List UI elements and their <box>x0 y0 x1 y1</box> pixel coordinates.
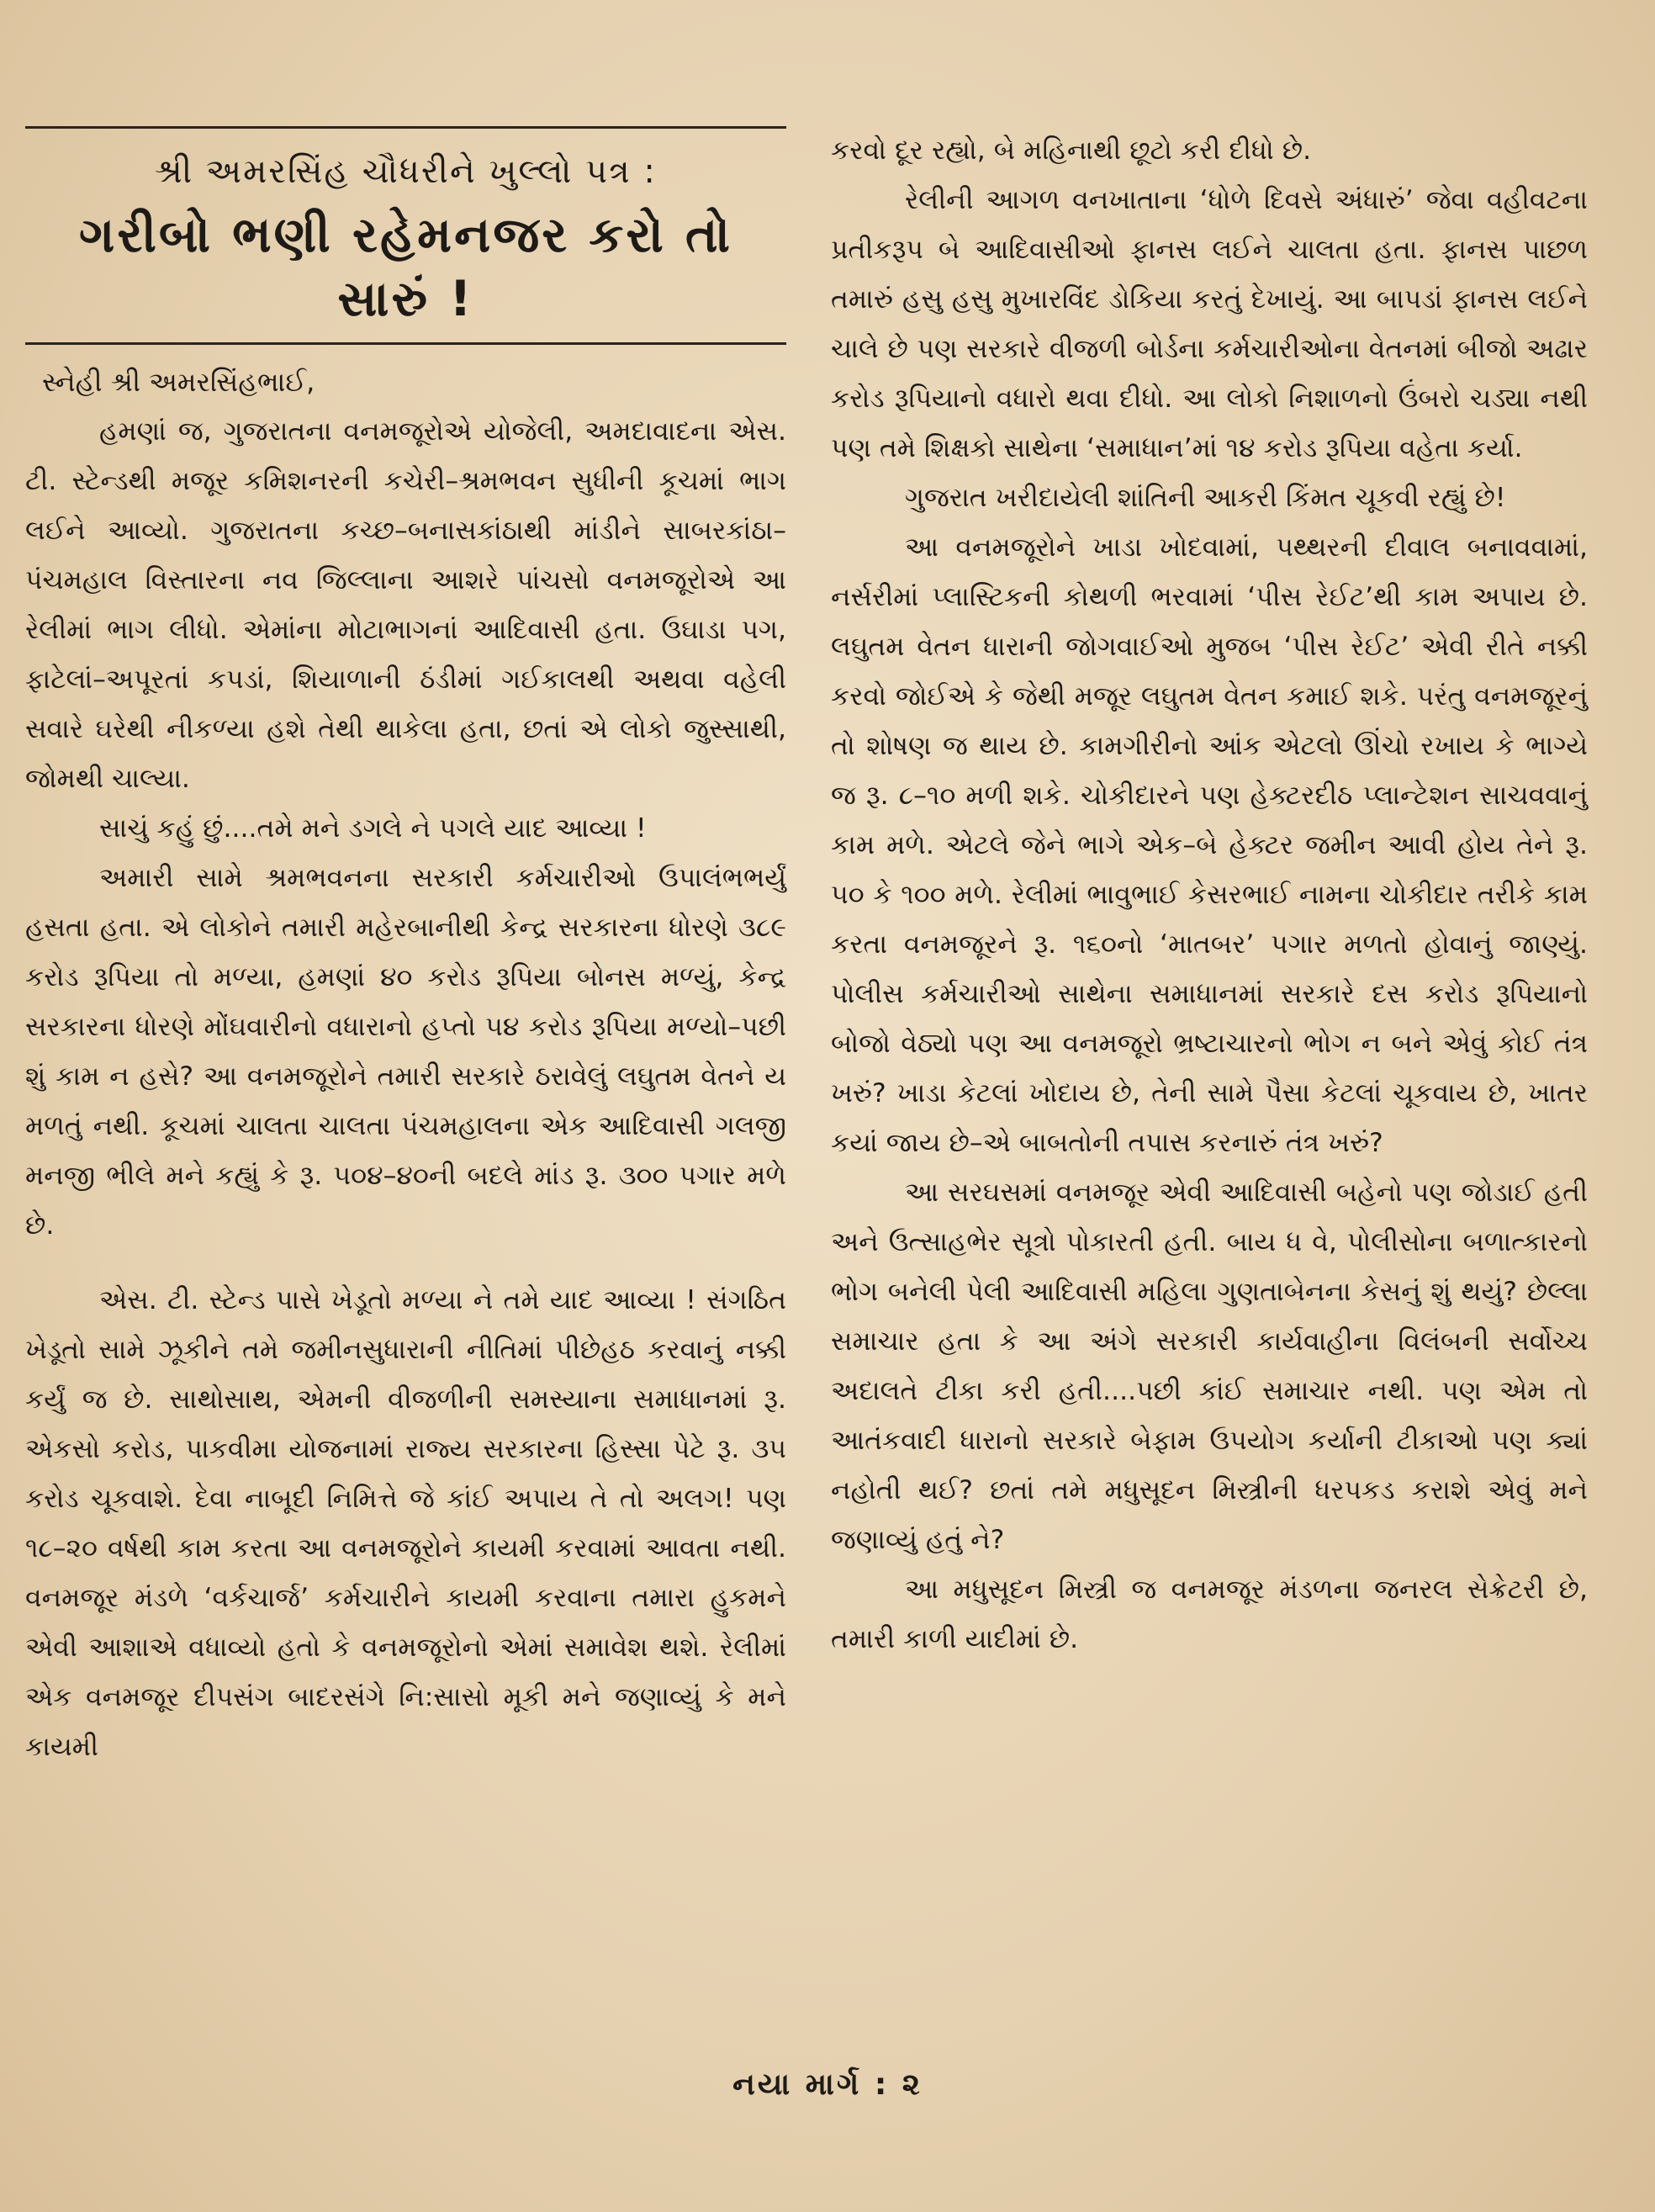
headline-bottom-rule <box>25 342 786 345</box>
body-paragraph: આ સરઘસમાં વનમજૂર એવી આદિવાસી બહેનો પણ જોડાઈ હતી અને ઉત્સાહભેર સૂત્રો પોકારતી હતી. બાય ધ વે, પોલીસોના બળાત્કારનો ભોગ બનેલી પેલી આદિવાસી મહિલા ગુણતાબેનના કેસનું શું થયું? છેલ્લા સમાચાર હતા કે આ અંગે સરકારી કાર્યવાહીના વિલંબની સર્વોચ્ચ અદાલતે ટીકા કરી હતી....પછી કાંઈ સમાચાર નથી. પણ એમ તો આતંકવાદી ધારાનો સરકારે બેફામ ઉપયોગ કર્યાની ટીકાઓ પણ ક્યાં નહોતી થઈ? છતાં તમે મધુસૂદન મિસ્ત્રીની ધરપકડ કરાશે એવું મને જણાવ્યું હતું ને? <box>831 1177 1588 1555</box>
body-paragraph: હમણાં જ, ગુજરાતના વનમજૂરોએ યોજેલી, અમદાવાદના એસ. ટી. સ્ટેન્ડથી મજૂર કમિશનરની કચેરી–શ્રમભવન સુધીની કૂચમાં ભાગ લઈને આવ્યો. ગુજરાતના કચ્છ–બનાસકાંઠાથી માંડીને સાબરકાંઠા–પંચમહાલ વિસ્તારના નવ જિલ્લાના આશરે પાંચસો વનમજૂરોએ આ રેલીમાં ભાગ લીધો. એમાંના મોટાભાગનાં આદિવાસી હતા. ઉઘાડા પગ, ફાટેલાં–અપૂરતાં કપડાં, શિયાળાની ઠંડીમાં ગઈકાલથી અથવા વહેલી સવારે ઘરેથી નીકળ્યા હશે તેથી થાકેલા હતા, છતાં એ લોકો જુસ્સાથી, જોમથી ચાલ્યા. <box>25 416 786 794</box>
headline-top-rule <box>25 126 786 129</box>
body-paragraph: એસ. ટી. સ્ટેન્ડ પાસે ખેડૂતો મળ્યા ને તમે યાદ આવ્યા ! સંગઠિત ખેડૂતો સામે ઝૂકીને તમે જમીનસુધારાની નીતિમાં પીછેહઠ કરવાનું નક્કી કર્યું જ છે. સાથોસાથ, એમની વીજળીની સમસ્યાના સમાધાનમાં રૂ. એકસો કરોડ, પાકવીમા યોજનામાં રાજ્ય સરકારના હિસ્સા પેટે રૂ. ૩૫ કરોડ ચૂકવાશે. દેવા નાબૂદી નિમિત્તે જે કાંઈ અપાય તે તો અલગ! પણ ૧૮–૨૦ વર્ષથી કામ કરતા આ વનમજૂરોને કાયમી કરવામાં આવતા નથી. વનમજૂર મંડળે ‘વર્કચાર્જ’ કર્મચારીને કાયમી કરવાના તમારા હુકમને એવી આશાએ વધાવ્યો હતો કે વનમજૂરોનો એમાં સમાવેશ થશે. રેલીમાં એક વનમજૂર દીપસંગ બાદરસંગે નિ:સાસો મૂકી મને જણાવ્યું કે મને કાયમી <box>25 1285 786 1762</box>
headline-subtitle: શ્રી અમરસિંહ ચૌધરીને ખુલ્લો પત્ર : <box>155 152 657 191</box>
right-column <box>831 126 1588 1664</box>
body-paragraph: ગુજરાત ખરીદાયેલી શાંતિની આકરી કિંમત ચૂકવી રહ્યું છે! <box>905 483 1506 513</box>
letter-salutation: સ્નેહી શ્રી અમરસિંહભાઈ, <box>42 366 315 398</box>
body-paragraph: આ વનમજૂરોને ખાડા ખોદવામાં, પથ્થરની દીવાલ બનાવવામાં, નર્સરીમાં પ્લાસ્ટિકની કોથળી ભરવામાં ‘પીસ રેઈટ’થી કામ અપાય છે. લઘુતમ વેતન ધારાની જોગવાઈઓ મુજબ ‘પીસ રેઈટ’ એવી રીતે નક્કી કરવો જોઈએ કે જેથી મજૂર લઘુતમ વેતન કમાઈ શકે. પરંતુ વનમજૂરનું તો શોષણ જ થાય છે. કામગીરીનો આંક એટલો ઊંચો રખાય કે ભાગ્યે જ રૂ. ૮–૧૦ મળી શકે. ચોકીદારને પણ હેક્ટરદીઠ પ્લાન્ટેશન સાચવવાનું કામ મળે. એટલે જેને ભાગે એક–બે હેક્ટર જમીન આવી હોય તેને રૂ. ૫૦ કે ૧૦૦ મળે. રેલીમાં ભાવુભાઈ કેસરભાઈ નામના ચોકીદાર તરીકે કામ કરતા વનમજૂરને રૂ. ૧૬૦નો ‘માતબર’ પગાર મળતો હોવાનું જાણ્યું. પોલીસ કર્મચારીઓ સાથેના સમાધાનમાં સરકારે દસ કરોડ રૂપિયાનો બોજો વેઠ્યો પણ આ વનમજૂરો ભ્રષ્ટાચારનો ભોગ ન બને એવું કોઈ તંત્ર ખરું? ખાડા કેટલાં ખોદાય છે, તેની સામે પૈસા કેટલાં ચૂકવાય છે, ખાતર કયાં જાય છે–એ બાબતોની તપાસ કરનારું તંત્ર ખરું? <box>831 532 1588 1158</box>
body-paragraph: સાચું કહું છું....તમે મને ડગલે ને પગલે યાદ આવ્યા ! <box>99 813 647 844</box>
body-paragraph: કરવો દૂર રહ્યો, બે મહિનાથી છૂટો કરી દીધો છે. <box>831 135 1312 166</box>
page-footer: નયા માર્ગ : ૨ <box>732 2067 923 2102</box>
body-paragraph: આ મધુસૂદન મિસ્ત્રી જ વનમજૂર મંડળના જનરલ સેક્રેટરી છે, તમારી કાળી યાદીમાં છે. <box>831 1574 1588 1654</box>
body-paragraph: રેલીની આગળ વનખાતાના ‘ધોળે દિવસે અંધારું’ જેવા વહીવટના પ્રતીકરૂપ બે આદિવાસીઓ ફાનસ લઈને ચાલતા હતા. ફાનસ પાછળ તમારું હસુ હસુ મુખારવિંદ ડોકિયા કરતું દેખાયું. આ બાપડાં ફાનસ લઈને ચાલે છે પણ સરકારે વીજળી બોર્ડના કર્મચારીઓના વેતનમાં બીજો અઢાર કરોડ રૂપિયાનો વધારો થવા દીધો. આ લોકો નિશાળનો ઉંબરો ચડ્યા નથી પણ તમે શિક્ષકો સાથેના ‘સમાધાન’માં ૧૪ કરોડ રૂપિયા વહેતા કર્યા. <box>831 185 1588 463</box>
body-paragraph: અમારી સામે શ્રમભવનના સરકારી કર્મચારીઓ ઉપાલંભભર્યું હસતા હતા. એ લોકોને તમારી મહેરબાનીથી કેન્દ્ર સરકારના ધોરણે ૩૮૯ કરોડ રૂપિયા તો મળ્યા, હમણાં ૪૦ કરોડ રૂપિયા બોનસ મળ્યું, કેન્દ્ર સરકારના ધોરણે મોંઘવારીનો વધારાનો હપ્તો ૫૪ કરોડ રૂપિયા મળ્યો–પછી શું કામ ન હસે? આ વનમજૂરોને તમારી સરકારે ઠરાવેલું લઘુતમ વેતને ય મળતું નથી. કૂચમાં ચાલતા ચાલતા પંચમહાલના એક આદિવાસી ગલજી મનજી ભીલે મને કહ્યું કે રૂ. ૫૦૪–૪૦ની બદલે માંડ રૂ. ૩૦૦ પગાર મળે છે. <box>25 863 786 1241</box>
headline-title: ગરીબો ભણી રહેમનજર કરો તો સારું ! <box>79 206 732 327</box>
left-column <box>25 126 786 1772</box>
